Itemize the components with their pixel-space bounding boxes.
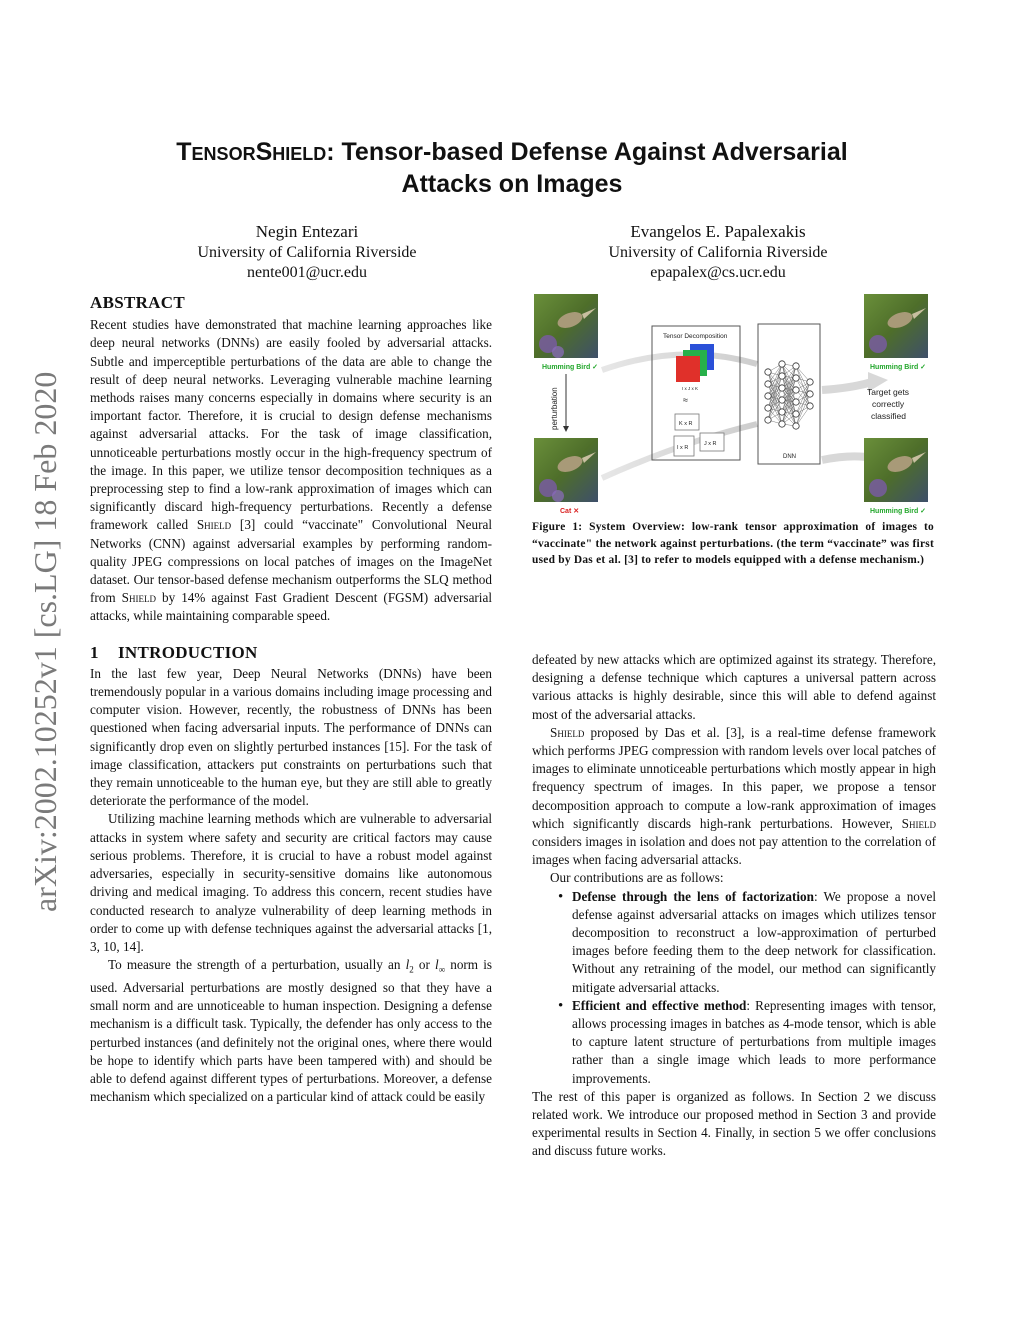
approx-symbol: ≈: [683, 395, 688, 405]
author-affiliation: University of California Riverside: [608, 243, 828, 261]
factor-j-label: J x R: [704, 441, 717, 447]
factor-k-label: K x R: [679, 421, 693, 427]
right-paragraph-4: The rest of this paper is organized as follows. In Section 2 we discuss related work. We introduce our proposed method in Section 3 and provide experimental results in Section 4. Finally, in section 5 we offer conclusions and discuss future works.: [532, 1088, 936, 1159]
label-hummingbird-original: Humming Bird ✓: [542, 364, 599, 371]
contributions-intro: Our contributions are as follows:: [550, 870, 724, 886]
author-block-2: [558, 222, 878, 284]
label-hummingbird-output-bottom: Humming Bird ✓: [870, 508, 927, 515]
intro-paragraph-2: Utilizing machine learning methods which are vulnerable to adversarial attacks in system where safety and security are critical factors may cause serious problems. Therefore, it is crucial to have a robust model against adversaries, especially in security-sensitive domains like autonomous driving and medical imaging. To address this concern, recent studies have conducted research to analyze vulnerability of deep learning methods in order to come up with defense techniques against the adversarial attacks [1, 3, 10, 14].: [90, 811, 492, 954]
network-node: [807, 379, 813, 385]
title-system-name: TensorShield: [176, 138, 327, 166]
network-node: [779, 421, 785, 427]
title-line2: Attacks on Images: [401, 170, 623, 198]
paper-title: [120, 136, 904, 200]
label-hummingbird-output-top: Humming Bird ✓: [870, 364, 927, 371]
tensor-decomposition-label: Tensor Decomposition: [663, 333, 728, 340]
left-column: [90, 294, 492, 1106]
right-paragraph-1: defeated by new attacks which are optimized against its strategy. Therefore, designing a defense technique which captures a universal pattern across various attacks is highly desirable, since this will able to defend against most of the adversarial attacks.: [532, 652, 936, 722]
network-node: [765, 405, 771, 411]
network-node: [793, 387, 799, 393]
abstract-heading: ABSTRACT: [90, 293, 185, 312]
network-node: [779, 385, 785, 391]
right-paragraph-2: Shield proposed by Das et al. [3], is a real-time defense framework which performs JPEG compression with random levels over local patches of images to eliminate unnoticeable perturbations which mostly appear in high frequency spectrum of images. In this paper, we propose a tensor decomposition approach to compute a low-rank approximation of images which significantly discards high-rank perturbations. However, Shield considers images in isolation and does not pay attention to the correlation of images when facing adversarial attacks.: [532, 724, 936, 868]
author-name: Negin Entezari: [255, 222, 359, 241]
system-overview-figure: [532, 292, 960, 518]
network-node: [793, 423, 799, 429]
author-block-1: [147, 222, 467, 284]
author-affiliation: University of California Riverside: [197, 243, 417, 261]
author-name: Evangelos E. Papalexakis: [630, 222, 806, 241]
factor-i-label: I x R: [677, 445, 689, 451]
bird-image-original: [534, 294, 598, 358]
intro-heading: 1 INTRODUCTION: [90, 642, 258, 662]
bird-image-output-top: [864, 294, 928, 358]
network-node: [807, 403, 813, 409]
network-node: [779, 409, 785, 415]
network-node: [779, 361, 785, 367]
figure-caption: Figure 1: System Overview: low-rank tensor approximation of images to “vaccinate" the network against perturbations. (the term “vaccinate” was first used by Das et al. [3] to refer to models equipped with a defense mechanism.): [532, 521, 934, 566]
network-node: [793, 399, 799, 405]
network-node: [807, 391, 813, 397]
flow-arrow: [822, 382, 872, 390]
author-email: epapalex@cs.ucr.edu: [650, 264, 786, 281]
arxiv-stamp: arXiv:2002.10252v1 [cs.LG] 18 Feb 2020: [27, 371, 63, 912]
network-node: [793, 363, 799, 369]
neural-network-diagram: [765, 361, 813, 429]
tensor-dimension-label: I x J x K: [682, 386, 699, 391]
right-column: [532, 651, 936, 1161]
intro-paragraph-3: To measure the strength of a perturbation, usually an $l_2$ or $l_\infty$ norm is used. Adversarial perturbations are mostly designed so that they have a small norm and are unnoticeable to human inspection. Designing a defense mechanism is a difficult task. Typically, the defender has only access to the perturbed instances (and definitely not the original ones, where there would be hope to identify which parts have been tampered with) and should be able to defend against different types of perturbations. Moreover, a defense mechanism which specialized on a particular kind of attack could be easily: [90, 957, 492, 1105]
perturbation-label: perturbation: [550, 387, 559, 430]
network-node: [779, 373, 785, 379]
list-item: • Efficient and effective method: Representing images with tensor, allows processing images in batches as 4-mode tensor, which is able to capture latent structure of perturbations from multiple images rather than a single image which leads to more performance improvements.: [572, 997, 936, 1088]
target-text-line2: correctly: [872, 399, 905, 409]
bird-image-perturbed: [534, 438, 598, 502]
list-item: • Defense through the lens of factorization: We propose a novel defense against adversarial attacks on images which utilizes tensor decomposition to reconstruct a low-approximation of perturbed images before feeding them to the deep network for classification. Without any retraining of the model, our method can significantly mitigate adversarial attacks.: [572, 888, 936, 997]
network-node: [765, 369, 771, 375]
dnn-label: DNN: [783, 454, 796, 460]
network-node: [793, 375, 799, 381]
network-node: [793, 411, 799, 417]
label-cat: Cat ✕: [560, 508, 580, 515]
title-line1: : Tensor-based Defense Against Adversarial: [326, 138, 848, 166]
target-text-line1: Target gets: [867, 387, 910, 397]
intro-paragraph-1: In the last few year, Deep Neural Networks (DNNs) have been tremendously popular in a various domains including image processing and computer vision. However, recently, the robustness of DNNs has been questioned when facing adversarial inputs. The performance of DNNs can significantly drop even on slightly perturbed instances [15]. For the task of image classification, attackers put constraints on perturbations such that they remain unnoticeable to the human eye, but they are still able to greatly deteriorate the performance of the model.: [90, 665, 492, 809]
network-node: [779, 397, 785, 403]
author-email: nente001@ucr.edu: [246, 264, 368, 281]
tensor-slice-red: [676, 356, 700, 382]
network-node: [765, 417, 771, 423]
bird-image-output-bottom: [864, 438, 928, 502]
network-node: [765, 393, 771, 399]
target-text-line3: classified: [871, 411, 906, 421]
network-node: [765, 381, 771, 387]
contributions-list: [532, 888, 936, 1088]
abstract-text: Recent studies have demonstrated that machine learning approaches like deep neural networks (DNNs) are easily fooled by adversarial attacks. Subtle and imperceptible perturbations of the data are able to change the result of deep neural networks. Leveraging vulnerable machine learning methods raises many concerns especially in domains where security is an important factor. Therefore, it is crucial to design defense mechanisms against adversarial attacks. For the task of image classification, unnoticeable perturbations mostly occur in the high-frequency spectrum of the image. In this paper, we utilize tensor decomposition techniques as a preprocessing step to find a low-rank approximation of images which can significantly discard high-frequency perturbations. Recently a defense framework called Shield [3] could “vaccinate" Convolutional Neural Networks (CNN) against adversarial examples by performing random-quality JPEG compressions on local patches of images on the ImageNet dataset. Our tensor-based defense mechanism outperforms the SLQ method from Shield by 14% against Fast Gradient Descent (FGSM) adversarial attacks, while maintaining comparable speed.: [90, 317, 492, 624]
